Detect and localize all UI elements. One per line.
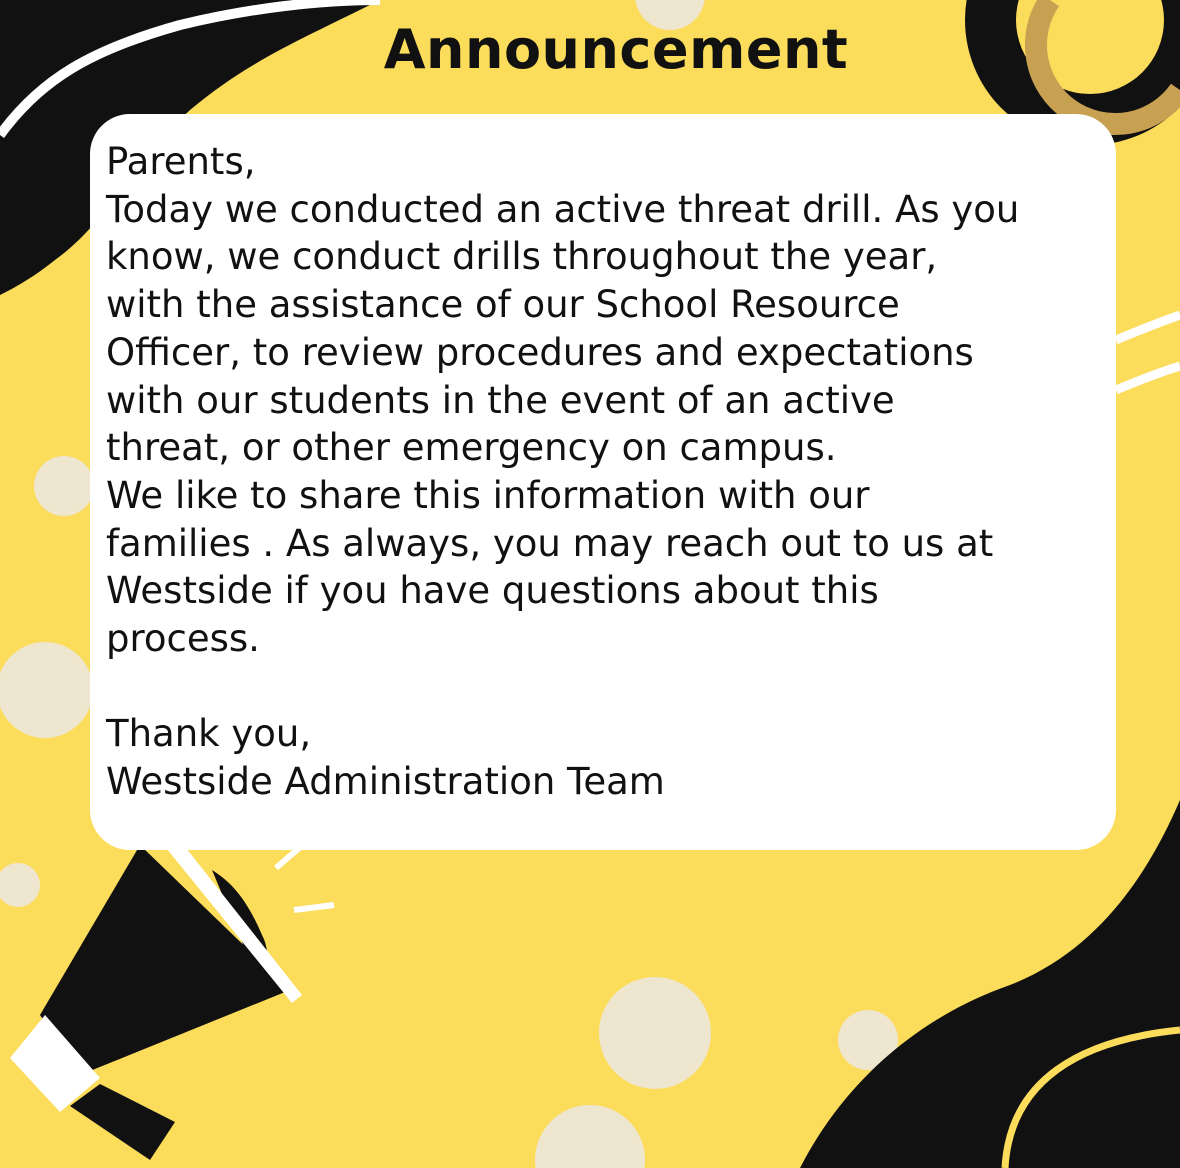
message-line: Westside if you have questions about this: [106, 569, 879, 613]
dot-bottom-1: [599, 977, 711, 1089]
megaphone-icon: [10, 800, 334, 1160]
message-line: process.: [106, 617, 260, 661]
message-card: [90, 114, 1116, 850]
dot-left-1: [34, 456, 94, 516]
message-line: We like to share this information with our: [106, 473, 870, 517]
message-line: Parents,: [106, 140, 256, 183]
message-line: with the assistance of our School Resource: [106, 283, 900, 327]
message-line: know, we conduct drills throughout the year,: [106, 235, 938, 279]
message-line: threat, or other emergency on campus.: [106, 426, 837, 470]
bottom-right-blob: [800, 800, 1180, 1168]
right-stripe-1: [1116, 315, 1180, 340]
message-line: families . As always, you may reach out to us at: [106, 521, 994, 565]
message-line: Officer, to review procedures and expectations: [106, 330, 974, 374]
message-line: Today we conducted an active threat drill. As you: [106, 187, 1020, 231]
announcement-title: Announcement: [383, 18, 849, 81]
signature-line: Westside Administration Team: [106, 760, 665, 804]
dot-left-2: [0, 642, 93, 738]
right-stripe-2: [1116, 366, 1180, 390]
closing-line: Thank you,: [106, 712, 312, 756]
message-line: with our students in the event of an active: [106, 378, 895, 422]
paragraph-gap: [106, 663, 1116, 711]
dot-bottom-3: [535, 1105, 645, 1168]
dot-left-3: [0, 863, 40, 907]
